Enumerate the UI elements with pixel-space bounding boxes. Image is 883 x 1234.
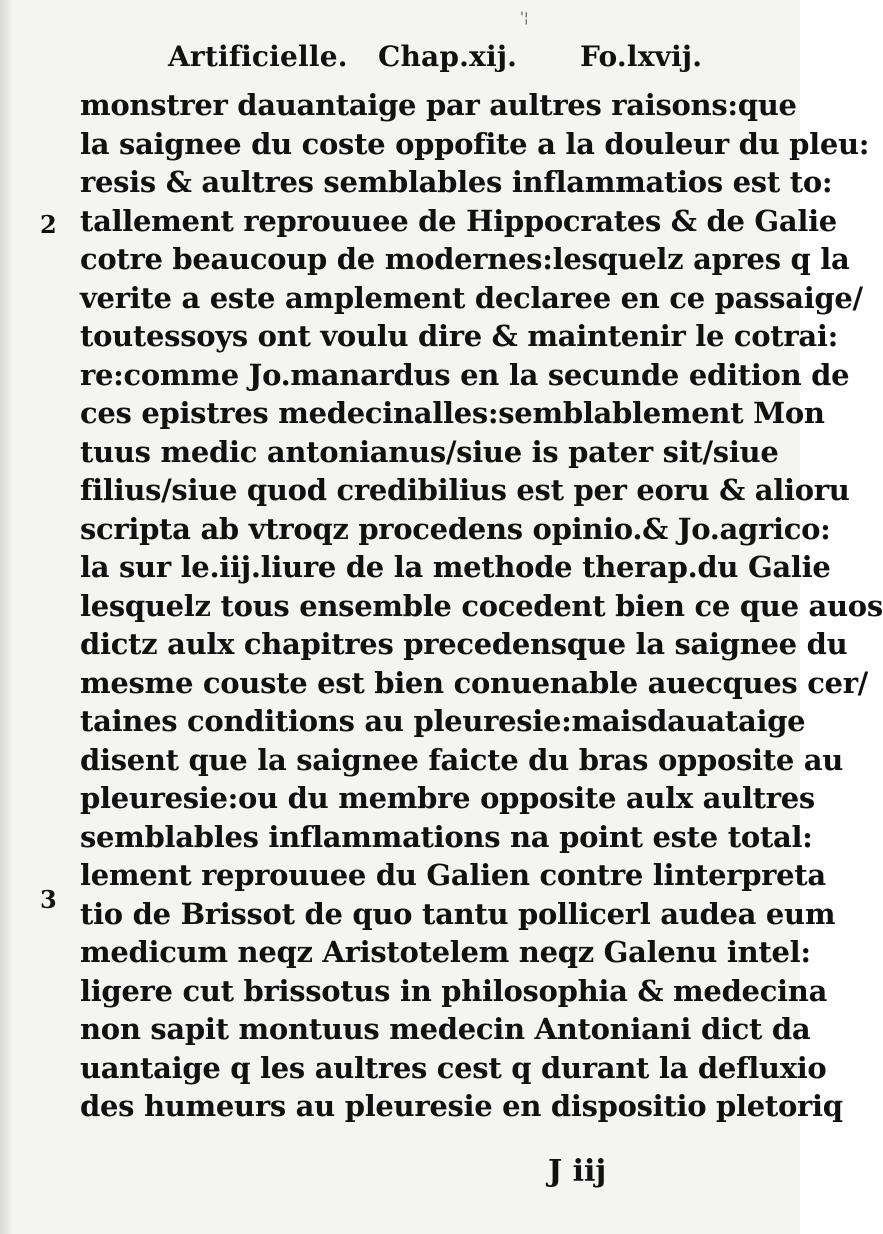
text-line: uantaige q les aultres cest q durant la defluxio [80, 1050, 827, 1085]
text-line: medicum neqz Aristotelem neqz Galenu intel: [80, 935, 811, 969]
text-line: non sapit montuus medecin Antoniani dict da [80, 1012, 811, 1046]
text-line: cotre beaucoup de modernes:lesquelz apres q la [80, 242, 850, 276]
text-line: la saignee du coste oppofite a la douleur du pleu: [80, 126, 870, 161]
chapter-number: Chap.xij. [378, 40, 518, 73]
text-line: dictz aulx chapitres precedensque la saignee du [80, 627, 848, 661]
text-line: verite a este amplement declaree en ce passaige/ [80, 280, 863, 315]
text-line: re:comme Jo.manardus en la secunde edition de [80, 357, 850, 392]
page-gutter-shadow [0, 0, 14, 1234]
margin-note-2: 2 [40, 210, 57, 239]
text-line: semblables inflammations na point este total: [80, 819, 813, 854]
text-line: tio de Brissot de quo tantu pollicerl audea eum [80, 896, 836, 931]
text-line: tallement reprouuee de Hippocrates & de Galie [80, 203, 837, 238]
text-line: scripta ab vtroqz procedens opinio.& Jo.agrico: [80, 511, 831, 546]
text-line: filius/siue quod credibilius est per eoru & alioru [80, 473, 850, 507]
text-line: ces epistres medecinalles:semblablement Mon [80, 396, 825, 430]
text-line: toutessoys ont voulu dire & maintenir le cotrai: [80, 319, 838, 353]
folio-number: Fo.lxvij. [580, 40, 703, 73]
text-line: pleuresie:ou du membre opposite aulx aultres [80, 781, 815, 815]
running-header [168, 40, 708, 86]
text-line: des humeurs au pleuresie en dispositio pletoriq [80, 1089, 843, 1123]
text-line: ligere cut brissotus in philosophia & medecina [80, 973, 828, 1008]
ink-speck: '¦ [520, 10, 529, 26]
text-line: resis & aultres semblables inflammatios est to: [80, 165, 833, 199]
running-title: Artificielle. [168, 40, 348, 73]
text-line: monstrer dauantaige par aultres raisons:que [80, 88, 797, 122]
signature-mark: J iij [548, 1154, 607, 1189]
body-text [80, 86, 883, 1126]
text-line: la sur le.iij.liure de la methode therap.du Galie [80, 550, 831, 584]
margin-note-3: 3 [40, 885, 57, 914]
text-line: lement reprouuee du Galien contre linterpreta [80, 858, 826, 892]
text-line: lesquelz tous ensemble cocedent bien ce que auos [80, 588, 883, 623]
text-line: taines conditions au pleuresie:maisdauataige [80, 704, 806, 738]
text-line: disent que la saignee faicte du bras opposite au [80, 742, 844, 777]
text-line: tuus medic antonianus/siue is pater sit/siue [80, 434, 779, 469]
text-line: mesme couste est bien conuenable auecques cer/ [80, 665, 868, 700]
